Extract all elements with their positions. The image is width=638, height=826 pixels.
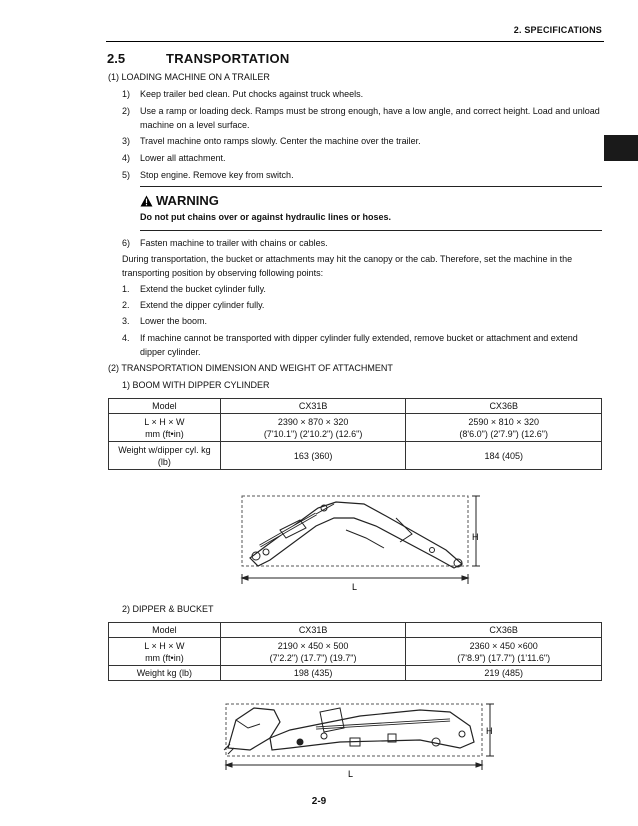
dipper-bucket-dimension-diagram	[220, 698, 510, 778]
warning-heading	[140, 193, 602, 208]
table-header-row	[109, 399, 602, 414]
table-header-cell: Model	[109, 399, 221, 414]
table-row	[109, 638, 602, 666]
warning-text: Do not put chains over or against hydraulic lines or hoses.	[140, 212, 392, 222]
boom-dim-h-label: H	[472, 532, 479, 542]
table-cell: 2190 × 450 × 500 (7'2.2") (17.7") (19.7")	[220, 638, 406, 666]
table-row	[109, 414, 602, 442]
part1-heading: (1) LOADING MACHINE ON A TRAILER	[108, 72, 270, 82]
step-text: Travel machine onto ramps slowly. Center the machine over the trailer.	[140, 136, 421, 146]
step-number: 4)	[122, 153, 131, 163]
table-cell: Weight kg (lb)	[109, 666, 221, 681]
step-number: 1)	[122, 89, 131, 99]
part2-heading: (2) TRANSPORTATION DIMENSION AND WEIGHT OF ATTACHMENT	[108, 363, 393, 373]
point-number: 1.	[122, 284, 130, 294]
step-number: 6)	[122, 238, 131, 248]
table-header-cell: CX36B	[406, 399, 602, 414]
warning-title: WARNING	[156, 193, 219, 208]
table-cell: Weight w/dipper cyl. kg (lb)	[109, 442, 221, 470]
boom-dim-l-label: L	[352, 582, 358, 592]
table-cell: 184 (405)	[406, 442, 602, 470]
table-cell: 2360 × 450 ×600 (7'8.9") (17.7") (1'11.6")	[406, 638, 602, 666]
point-number: 4.	[122, 333, 130, 343]
warning-triangle-icon	[140, 195, 153, 207]
dipper-subheading: 2) DIPPER & BUCKET	[122, 604, 214, 614]
table-cell: 2390 × 870 × 320 (7'10.1") (2'10.2") (12.6")	[220, 414, 406, 442]
section-title: TRANSPORTATION	[166, 51, 290, 66]
point-text: If machine cannot be transported with dipper cylinder fully extended, remove bucket or attachment and extend dipper cylinder.	[140, 333, 578, 357]
table-cell: L × H × W mm (ft•in)	[109, 414, 221, 442]
table-header-cell: CX31B	[220, 623, 406, 638]
step-number: 3)	[122, 136, 131, 146]
warning-box	[140, 186, 602, 231]
table-cell: 198 (435)	[220, 666, 406, 681]
dipper-dim-l-label: L	[348, 769, 354, 778]
table-cell: 163 (360)	[220, 442, 406, 470]
table-row	[109, 442, 602, 470]
transport-note: During transportation, the bucket or attachments may hit the canopy or the cab. Therefore, set the machine in the transporting position by observing following points:	[122, 254, 573, 278]
step-text: Use a ramp or loading deck. Ramps must be strong enough, have a low angle, and correct height. Load and unload machine on a level surface.	[140, 106, 600, 130]
step-text: Stop engine. Remove key from switch.	[140, 170, 294, 180]
table-header-cell: CX31B	[220, 399, 406, 414]
warning-top-rule	[140, 186, 602, 187]
table-cell: 219 (485)	[406, 666, 602, 681]
table-row	[109, 666, 602, 681]
step-number: 5)	[122, 170, 131, 180]
step-text: Keep trailer bed clean. Put chocks against truck wheels.	[140, 89, 364, 99]
step-text: Lower all attachment.	[140, 153, 226, 163]
boom-dimension-diagram	[236, 490, 496, 592]
table-cell: L × H × W mm (ft•in)	[109, 638, 221, 666]
point-text: Extend the dipper cylinder fully.	[140, 300, 265, 310]
warning-bottom-rule	[140, 230, 602, 231]
boom-spec-table	[108, 398, 602, 470]
point-number: 3.	[122, 316, 130, 326]
section-header: 2. SPECIFICATIONS	[513, 25, 602, 35]
page-number: 2-9	[311, 796, 327, 807]
point-number: 2.	[122, 300, 130, 310]
section-number: 2.5	[107, 51, 126, 66]
point-text: Extend the bucket cylinder fully.	[140, 284, 266, 294]
header-rule	[106, 41, 604, 42]
boom-subheading: 1) BOOM WITH DIPPER CYLINDER	[122, 380, 270, 390]
table-header-cell: Model	[109, 623, 221, 638]
step-number: 2)	[122, 106, 131, 116]
table-header-cell: CX36B	[406, 623, 602, 638]
point-text: Lower the boom.	[140, 316, 208, 326]
dipper-spec-table	[108, 622, 602, 681]
table-header-row	[109, 623, 602, 638]
table-cell: 2590 × 810 × 320 (8'6.0") (2'7.9") (12.6")	[406, 414, 602, 442]
step-text: Fasten machine to trailer with chains or cables.	[140, 238, 328, 248]
section-tab-marker	[604, 135, 638, 161]
dipper-dim-h-label: H	[486, 726, 493, 736]
